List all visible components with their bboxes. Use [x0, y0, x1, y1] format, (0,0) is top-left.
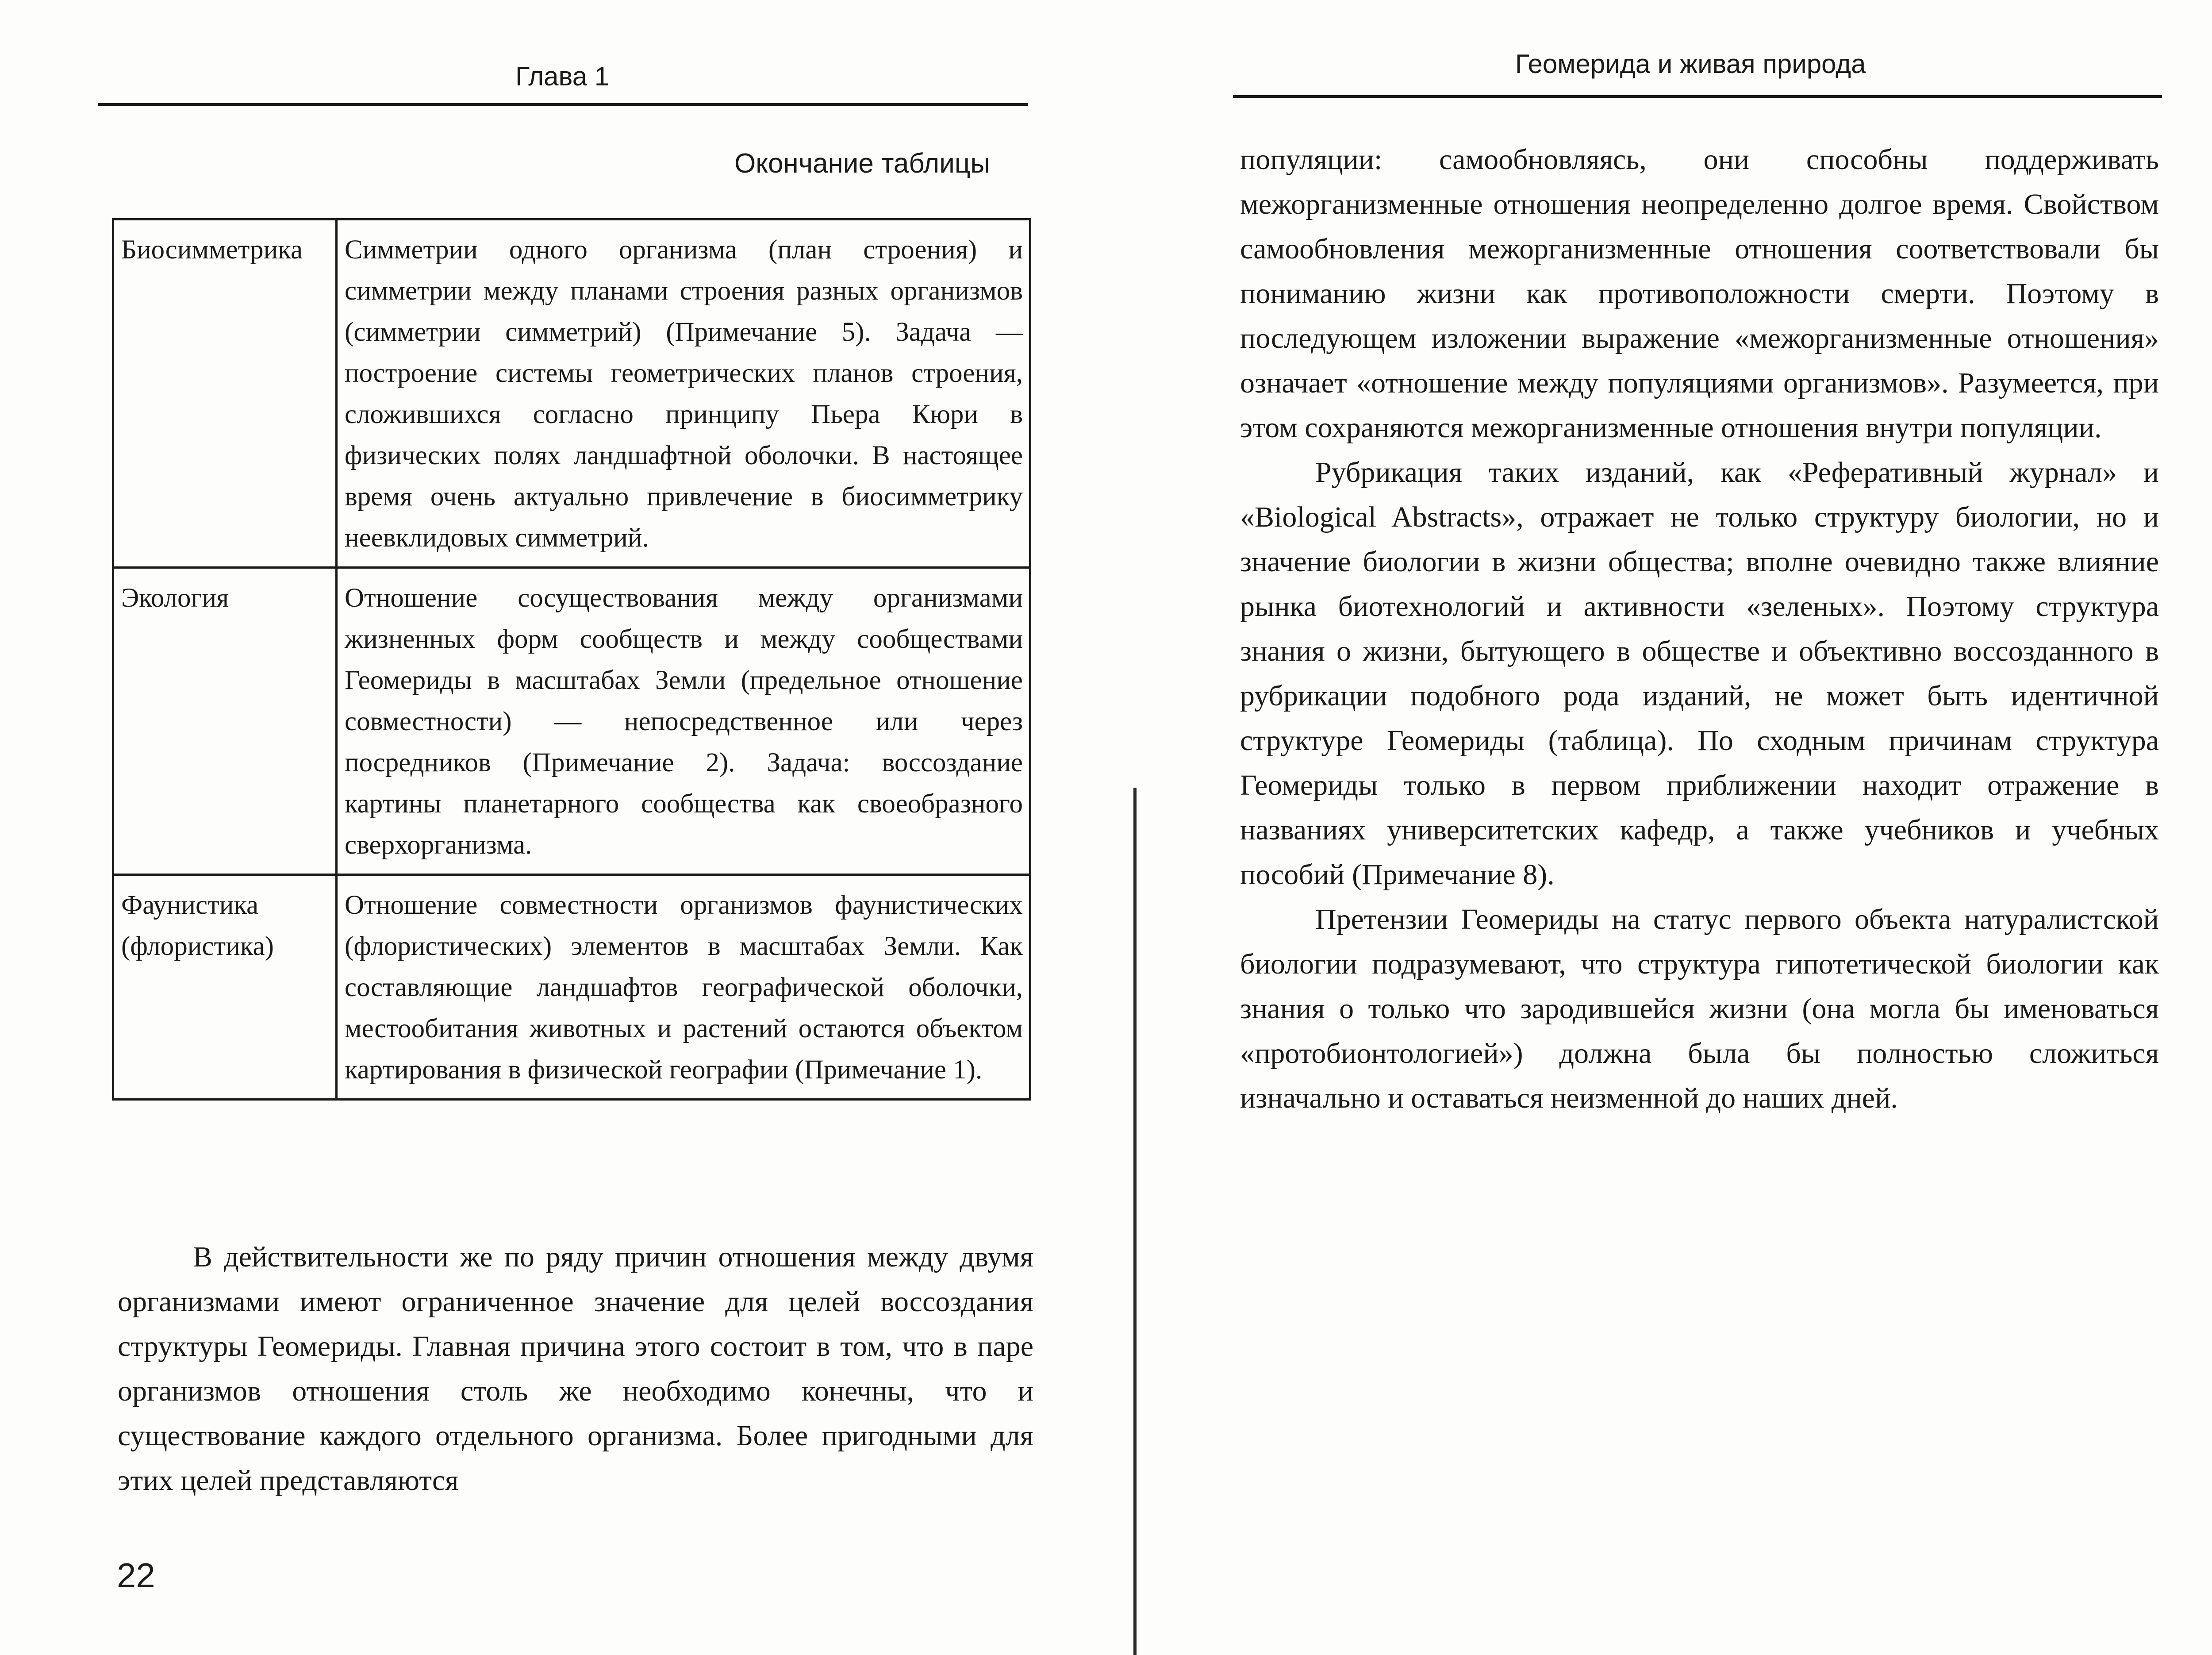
right-page — [1137, 0, 2212, 1655]
table-cell-term: Экология — [113, 568, 337, 875]
table-cell-description: Симметрии одного организма (план строения) и симметрии между планами строения разных организмов (симметрии симметрий) (Примечание 5). Задача — построение системы геометрических планов строения, сложившихся согласно принципу Пьера Кюри в физических полях ландшафтной оболочки. В настоящее время очень актуально привлечение в биосимметрику неевклидовых симметрий. — [337, 219, 1030, 568]
table-cell-term: Биосимметрика — [113, 219, 337, 568]
classification-table — [112, 218, 1031, 1101]
left-running-head: Глава 1 — [515, 62, 610, 91]
left-body-text — [118, 1235, 1033, 1503]
left-head-rule — [98, 103, 1028, 106]
right-running-head: Геомерида и живая природа — [1515, 49, 1866, 79]
table-cell-description: Отношение совместности организмов фаунистических (флористических) элементов в масштабах Земли. Как составляющие ландшафтов географической оболочки, местообитания животных и растений остаются объектом картирования в физической географии (Примечание 1). — [337, 875, 1030, 1100]
body-paragraph: Рубрикация таких изданий, как «Реферативный журнал» и «Biological Abstracts», отражает не только структуру биологии, но и значение биологии в жизни общества; вполне очевидно также влияние рынка биотехнологий и активности «зеленых». Поэтому структура знания о жизни, бытующего в обществе и объективно воссозданного в рубрикации подобного рода изданий, не может быть идентичной структуре Геомериды (таблица). По сходным причинам структура Геомериды только в первом приближении находит отражение в названиях университетских кафедр, а также учебников и учебных пособий (Примечание 8). — [1240, 456, 2159, 891]
table-row — [113, 875, 1030, 1100]
book-gutter-line — [1133, 788, 1137, 1655]
table-cell-term: Фаунистика (флористика) — [113, 875, 337, 1100]
page-number: 22 — [117, 1556, 155, 1595]
table-cell-description: Отношение сосуществования между организмами жизненных форм сообществ и между сообществами Геомериды в масштабах Земли (предельное отношение совместности) — непосредственное или через посредников (Примечание 2). Задача: воссоздание картины планетарного сообщества как своеобразного сверхорганизма. — [337, 568, 1030, 875]
body-paragraph: популяции: самообновляясь, они способны поддерживать межорганизменные отношения неопределенно долгое время. Свойством самообновления межорганизменные отношения соответствовали бы пониманию жизни как противоположности смерти. Поэтому в последующем изложении выражение «межорганизменные отношения» означает «отношение между популяциями организмов». Разумеется, при этом сохраняются межорганизменные отношения внутри популяции. — [1240, 143, 2159, 444]
body-paragraph: В действительности же по ряду причин отношения между двумя организмами имеют ограниченное значение для целей воссоздания структуры Геомериды. Главная причина этого состоит в том, что в паре организмов отношения столь же необходимо конечны, что и существование каждого отдельного организма. Более пригодными для этих целей представляются — [118, 1241, 1033, 1497]
body-paragraph: Претензии Геомериды на статус первого объекта натуралистской биологии подразумевают, что структура гипотетической биологии как знания о только что зародившейся жизни (она могла бы именоваться «протобионтологией») должна была бы полностью сложиться изначально и оставаться неизменной до наших дней. — [1240, 903, 2159, 1114]
table-row — [113, 219, 1030, 568]
table-row — [113, 568, 1030, 875]
right-head-rule — [1233, 95, 2162, 98]
table-caption: Окончание таблицы — [734, 148, 990, 179]
right-body-text — [1240, 137, 2159, 1120]
